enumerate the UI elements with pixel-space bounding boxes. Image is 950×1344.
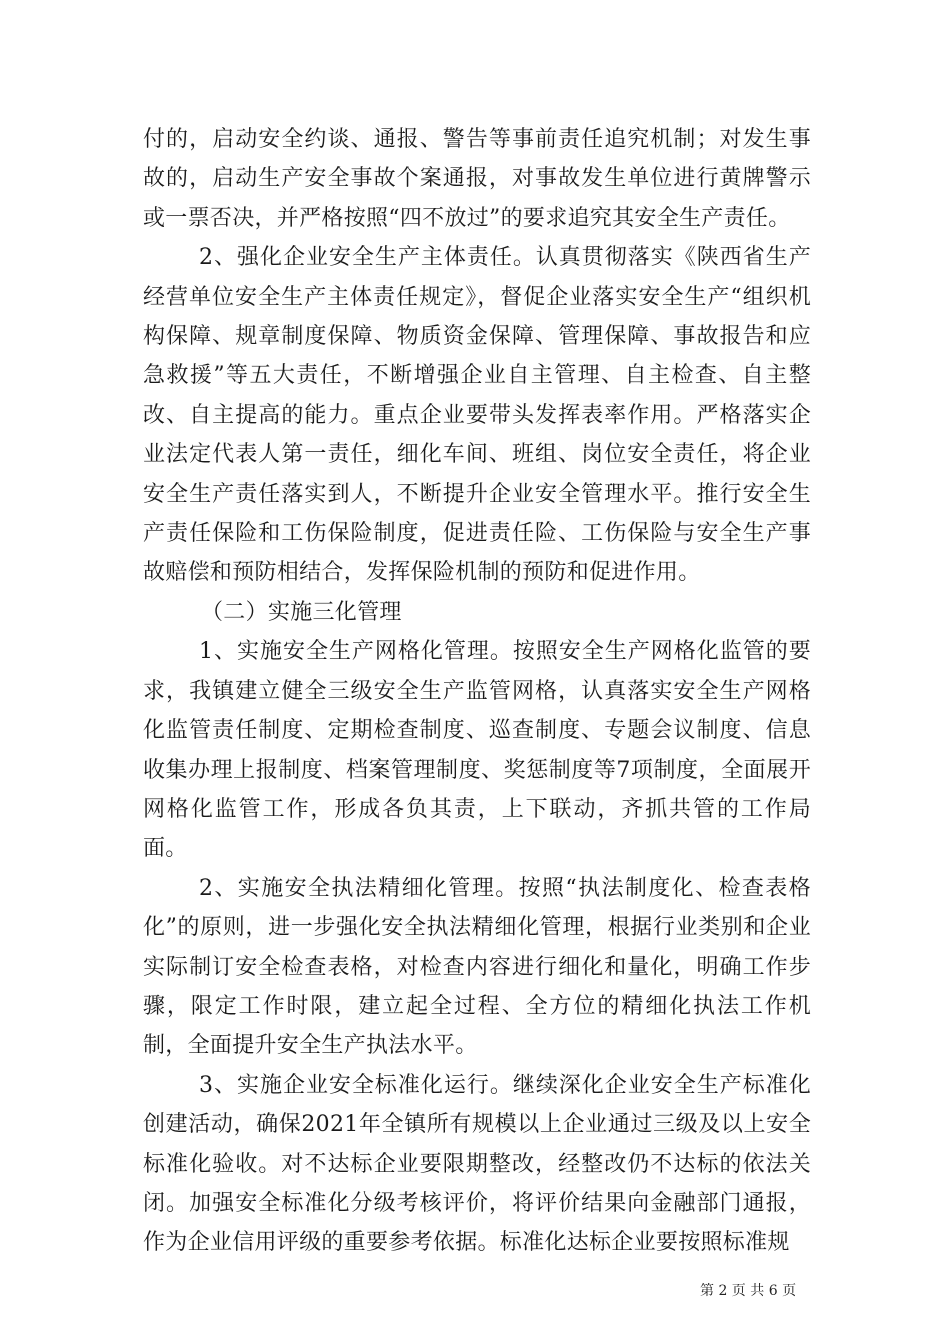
paragraph-grid-management: 1、实施安全生产网格化管理。按照安全生产网格化监管的要求，我镇建立健全三级安全生产监管网格，认真落实安全生产网格化监管责任制度、定期检查制度、巡查制度、专题会议制度、信息收集办理上报制度、档案管理制度、奖惩制度等7项制度，全面展开网格化监管工作，形成各负其责，上下联动，齐抓共管的工作局面。 bbox=[143, 639, 811, 862]
section-heading-three-management: （二）实施三化管理 bbox=[201, 599, 402, 625]
page-number-footer: 第 2 页 共 6 页 bbox=[700, 1283, 797, 1299]
paragraph-enterprise-responsibility: 2、强化企业安全生产主体责任。认真贯彻落实《陕西省生产经营单位安全生产主体责任规定》，督促企业落实安全生产“组织机构保障、规章制度保障、物质资金保障、管理保障、事故报告和应急救援”等五大责任，不断增强企业自主管理、自主检查、自主整改、自主提高的能力。重点企业要带头发挥表率作用。严格落实企业法定代表人第一责任，细化车间、班组、岗位安全责任，将企业安全生产责任落实到人，不断提升企业安全管理水平。推行安全生产责任保险和工伤保险制度，促进责任险、工伤保险与安全生产事故赔偿和预防相结合，发挥保险机制的预防和促进作用。 bbox=[143, 245, 811, 586]
paragraph-enforcement-refinement: 2、实施安全执法精细化管理。按照“执法制度化、检查表格化”的原则，进一步强化安全执法精细化管理，根据行业类别和企业实际制订安全检查表格，对检查内容进行细化和量化，明确工作步骤，限定工作时限，建立起全过程、全方位的精细化执法工作机制，全面提升安全生产执法水平。 bbox=[143, 875, 811, 1059]
document-body bbox=[143, 120, 811, 1263]
paragraph-continuation: 付的，启动安全约谈、通报、警告等事前责任追究机制；对发生事故的，启动生产安全事故个案通报，对事故发生单位进行黄牌警示或一票否决，并严格按照“四不放过”的要求追究其安全生产责任。 bbox=[143, 127, 811, 231]
paragraph-standardization: 3、实施企业安全标准化运行。继续深化企业安全生产标准化创建活动，确保2021年全镇所有规模以上企业通过三级及以上安全标准化验收。对不达标企业要限期整改，经整改仍不达标的依法关闭。加强安全标准化分级考核评价，将评价结果向金融部门通报，作为企业信用评级的重要参考依据。标准化达标企业要按照标准规 bbox=[143, 1072, 811, 1256]
